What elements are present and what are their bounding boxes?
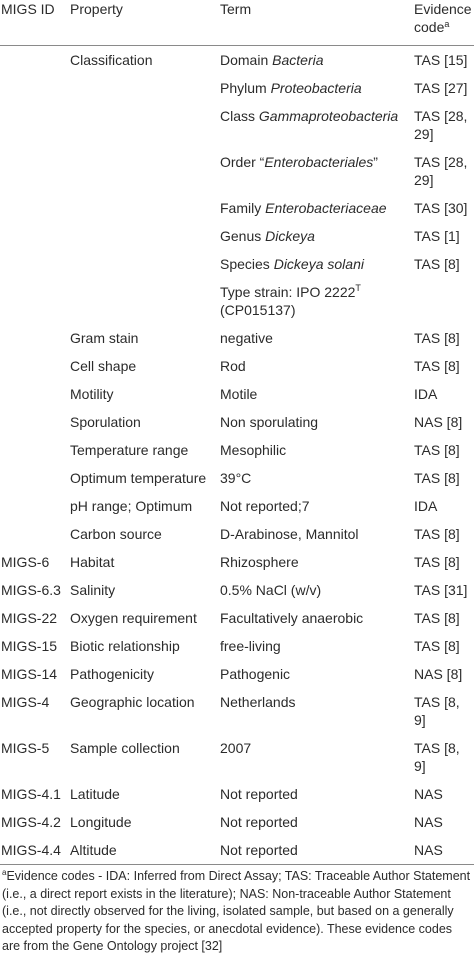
cell-term (218, 74, 412, 102)
term-text: Non sporulating (220, 414, 319, 430)
evidence-text: TAS [8, 9] (414, 694, 460, 728)
term-text: Not reported (220, 814, 298, 830)
header-evidence-line2: code (414, 19, 445, 35)
cell-evidence (412, 632, 474, 660)
header-term: Term (218, 0, 412, 46)
property-text: Pathogenicity (70, 666, 155, 682)
cell-migs-id (0, 408, 68, 436)
cell-evidence (412, 464, 474, 492)
term-text: Facultatively anaerobic (220, 610, 364, 626)
cell-evidence (412, 102, 474, 148)
evidence-text: TAS [27] (414, 80, 468, 96)
cell-migs-id (0, 102, 68, 148)
table-row (0, 74, 474, 102)
property-text: Salinity (70, 582, 116, 598)
evidence-text: TAS [8] (414, 256, 460, 272)
cell-property (68, 222, 218, 250)
cell-migs-id (0, 632, 68, 660)
cell-property (68, 194, 218, 222)
cell-property (68, 46, 218, 75)
cell-property (68, 576, 218, 604)
cell-migs-id (0, 148, 68, 194)
term-suffix: (CP015137) (220, 302, 296, 318)
table-row (0, 836, 474, 865)
table-row (0, 250, 474, 278)
cell-migs-id (0, 464, 68, 492)
cell-property (68, 74, 218, 102)
cell-term (218, 688, 412, 734)
cell-term (218, 836, 412, 865)
cell-evidence (412, 734, 474, 780)
table-row (0, 278, 474, 324)
table-row (0, 464, 474, 492)
evidence-text: NAS (414, 842, 443, 858)
table-row (0, 604, 474, 632)
cell-evidence (412, 324, 474, 352)
migs-id-text: MIGS-4.4 (1, 842, 61, 858)
migs-id-text: MIGS-15 (1, 638, 58, 654)
term-prefix: Family (220, 200, 266, 216)
evidence-text: TAS [8] (414, 442, 460, 458)
cell-migs-id (0, 194, 68, 222)
header-row (0, 0, 474, 46)
cell-term (218, 324, 412, 352)
term-text: Rod (220, 358, 246, 374)
cell-evidence (412, 836, 474, 865)
cell-term (218, 734, 412, 780)
cell-term (218, 464, 412, 492)
cell-property (68, 380, 218, 408)
term-italic-name: Gammaproteobacteria (258, 108, 399, 124)
cell-migs-id (0, 780, 68, 808)
cell-evidence (412, 520, 474, 548)
cell-evidence (412, 808, 474, 836)
cell-migs-id (0, 436, 68, 464)
cell-term (218, 222, 412, 250)
table-row (0, 222, 474, 250)
cell-evidence (412, 222, 474, 250)
evidence-text: TAS [15] (414, 52, 468, 68)
table-row (0, 102, 474, 148)
cell-term (218, 250, 412, 278)
cell-migs-id (0, 278, 68, 324)
cell-migs-id (0, 520, 68, 548)
cell-migs-id (0, 324, 68, 352)
cell-property (68, 436, 218, 464)
cell-term (218, 380, 412, 408)
cell-property (68, 660, 218, 688)
table-row (0, 780, 474, 808)
property-text: Gram stain (70, 330, 139, 346)
table-row (0, 548, 474, 576)
table-row (0, 808, 474, 836)
cell-property (68, 780, 218, 808)
cell-term (218, 436, 412, 464)
cell-evidence (412, 194, 474, 222)
cell-evidence (412, 660, 474, 688)
cell-term (218, 194, 412, 222)
evidence-text: TAS [31] (414, 582, 468, 598)
table-row (0, 492, 474, 520)
table-row (0, 194, 474, 222)
migs-id-text: MIGS-6 (1, 554, 50, 570)
term-text: Netherlands (220, 694, 296, 710)
cell-evidence (412, 604, 474, 632)
evidence-text: TAS [8] (414, 610, 460, 626)
term-text: Not reported;7 (220, 498, 310, 514)
term-superscript: T (355, 283, 361, 293)
migs-id-text: MIGS-6.3 (1, 582, 61, 598)
term-text: 2007 (220, 740, 252, 756)
property-text: pH range; Optimum (70, 498, 193, 514)
cell-evidence (412, 74, 474, 102)
header-evidence-line1: Evidence (414, 1, 472, 17)
header-evidence-sup: a (444, 19, 450, 29)
evidence-text: TAS [8] (414, 638, 460, 654)
term-prefix: Type strain: IPO 2222 (220, 284, 356, 300)
cell-property (68, 808, 218, 836)
cell-property (68, 250, 218, 278)
header-migs-id: MIGS ID (0, 0, 68, 46)
cell-property (68, 102, 218, 148)
term-prefix: Genus (220, 228, 266, 244)
term-italic-name: Dickeya solani (273, 256, 364, 272)
cell-property (68, 548, 218, 576)
cell-evidence (412, 380, 474, 408)
table-row (0, 688, 474, 734)
property-text: Longitude (70, 814, 132, 830)
evidence-text: NAS [8] (414, 414, 463, 430)
term-text: 39°C (220, 470, 252, 486)
evidence-text: TAS [8] (414, 554, 460, 570)
property-text: Habitat (70, 554, 115, 570)
term-prefix: Order “ (220, 154, 265, 170)
term-text: 0.5% NaCl (w/v) (220, 582, 322, 598)
property-text: Sporulation (70, 414, 141, 430)
table-row (0, 380, 474, 408)
evidence-text: TAS [8] (414, 470, 460, 486)
cell-property (68, 408, 218, 436)
cell-term (218, 278, 412, 324)
term-prefix: Class (220, 108, 259, 124)
term-prefix: Species (220, 256, 274, 272)
term-italic-name: Dickeya (265, 228, 315, 244)
table-row (0, 734, 474, 780)
term-text: Motile (220, 386, 258, 402)
table-row (0, 576, 474, 604)
cell-term (218, 604, 412, 632)
evidence-text: TAS [8, 9] (414, 740, 460, 774)
property-text: Biotic relationship (70, 638, 180, 654)
cell-term (218, 352, 412, 380)
property-text: Altitude (70, 842, 117, 858)
table-row (0, 520, 474, 548)
cell-migs-id (0, 352, 68, 380)
table-row (0, 148, 474, 194)
cell-evidence (412, 278, 474, 324)
term-text: Not reported (220, 842, 298, 858)
evidence-text: IDA (414, 386, 438, 402)
migs-id-text: MIGS-5 (1, 740, 50, 756)
cell-evidence (412, 46, 474, 75)
term-italic-name: Enterobacteriaceae (265, 200, 387, 216)
property-text: Motility (70, 386, 114, 402)
term-text: Pathogenic (220, 666, 291, 682)
term-text: D-Arabinose, Mannitol (220, 526, 359, 542)
migs-id-text: MIGS-14 (1, 666, 58, 682)
migs-id-text: MIGS-4 (1, 694, 50, 710)
cell-term (218, 780, 412, 808)
cell-migs-id (0, 74, 68, 102)
cell-evidence (412, 352, 474, 380)
header-property: Property (68, 0, 218, 46)
cell-term (218, 492, 412, 520)
property-text: Temperature range (70, 442, 189, 458)
cell-property (68, 324, 218, 352)
footnote-text: Evidence codes - IDA: Inferred from Direct Assay; TAS: Traceable Author Statement (i.e., a direct report exists in the literature); NAS: Non-traceable Author Statement (i.e., not directly observed for the living, isolated sample, but based on a generally accepted property for the species, or anecdotal evidence). These evidence codes are from the Gene Ontology project [32] (2, 869, 471, 953)
property-text: Sample collection (70, 740, 180, 756)
cell-property (68, 632, 218, 660)
header-evidence-code (412, 0, 474, 46)
evidence-text: IDA (414, 498, 438, 514)
evidence-text: TAS [8] (414, 358, 460, 374)
migs-id-text: MIGS-4.1 (1, 786, 61, 802)
cell-term (218, 46, 412, 75)
cell-evidence (412, 548, 474, 576)
table-row (0, 632, 474, 660)
cell-migs-id (0, 46, 68, 75)
term-prefix: Domain (220, 52, 273, 68)
cell-property (68, 492, 218, 520)
term-italic-name: Bacteria (272, 52, 324, 68)
table-row (0, 352, 474, 380)
cell-migs-id (0, 492, 68, 520)
evidence-text: NAS (414, 814, 443, 830)
cell-evidence (412, 408, 474, 436)
property-text: Carbon source (70, 526, 162, 542)
cell-evidence (412, 780, 474, 808)
property-text: Classification (70, 52, 153, 68)
cell-migs-id (0, 808, 68, 836)
cell-property (68, 688, 218, 734)
cell-term (218, 102, 412, 148)
cell-property (68, 604, 218, 632)
cell-term (218, 520, 412, 548)
table-row (0, 324, 474, 352)
cell-term (218, 408, 412, 436)
evidence-text: NAS (414, 786, 443, 802)
migs-id-text: MIGS-4.2 (1, 814, 61, 830)
cell-migs-id (0, 380, 68, 408)
property-text: Cell shape (70, 358, 137, 374)
cell-property (68, 836, 218, 865)
term-suffix: ” (373, 154, 378, 170)
term-text: negative (220, 330, 273, 346)
property-text: Optimum temperature (70, 470, 207, 486)
cell-migs-id (0, 222, 68, 250)
term-text: Not reported (220, 786, 298, 802)
cell-evidence (412, 436, 474, 464)
cell-term (218, 632, 412, 660)
cell-migs-id (0, 604, 68, 632)
term-text: Rhizosphere (220, 554, 299, 570)
table-body (0, 46, 474, 865)
cell-term (218, 660, 412, 688)
property-text: Latitude (70, 786, 120, 802)
term-text: Mesophilic (220, 442, 287, 458)
cell-migs-id (0, 548, 68, 576)
cell-term (218, 148, 412, 194)
table-header (0, 0, 474, 46)
cell-migs-id (0, 836, 68, 865)
table-row (0, 408, 474, 436)
cell-migs-id (0, 688, 68, 734)
cell-property (68, 278, 218, 324)
cell-evidence (412, 250, 474, 278)
cell-term (218, 548, 412, 576)
cell-migs-id (0, 250, 68, 278)
table-row (0, 436, 474, 464)
cell-evidence (412, 492, 474, 520)
migs-id-text: MIGS-22 (1, 610, 58, 626)
cell-property (68, 148, 218, 194)
property-text: Oxygen requirement (70, 610, 197, 626)
table-row (0, 660, 474, 688)
cell-term (218, 576, 412, 604)
term-text: free-living (220, 638, 281, 654)
cell-evidence (412, 688, 474, 734)
cell-migs-id (0, 734, 68, 780)
cell-migs-id (0, 660, 68, 688)
cell-property (68, 734, 218, 780)
footnote-marker: a (2, 868, 7, 877)
term-italic-name: Enterobacteriales (264, 154, 374, 170)
cell-property (68, 352, 218, 380)
evidence-text: TAS [1] (414, 228, 460, 244)
evidence-text: TAS [30] (414, 200, 468, 216)
property-text: Geographic location (70, 694, 195, 710)
cell-property (68, 464, 218, 492)
cell-property (68, 520, 218, 548)
evidence-text: TAS [28, 29] (414, 154, 468, 188)
cell-evidence (412, 576, 474, 604)
evidence-text: TAS [8] (414, 526, 460, 542)
footnote (0, 865, 474, 956)
evidence-text: TAS [28, 29] (414, 108, 468, 142)
table-row (0, 46, 474, 75)
cell-term (218, 808, 412, 836)
term-prefix: Phylum (220, 80, 271, 96)
cell-migs-id (0, 576, 68, 604)
cell-evidence (412, 148, 474, 194)
evidence-text: NAS [8] (414, 666, 463, 682)
term-italic-name: Proteobacteria (270, 80, 362, 96)
evidence-text: TAS [8] (414, 330, 460, 346)
